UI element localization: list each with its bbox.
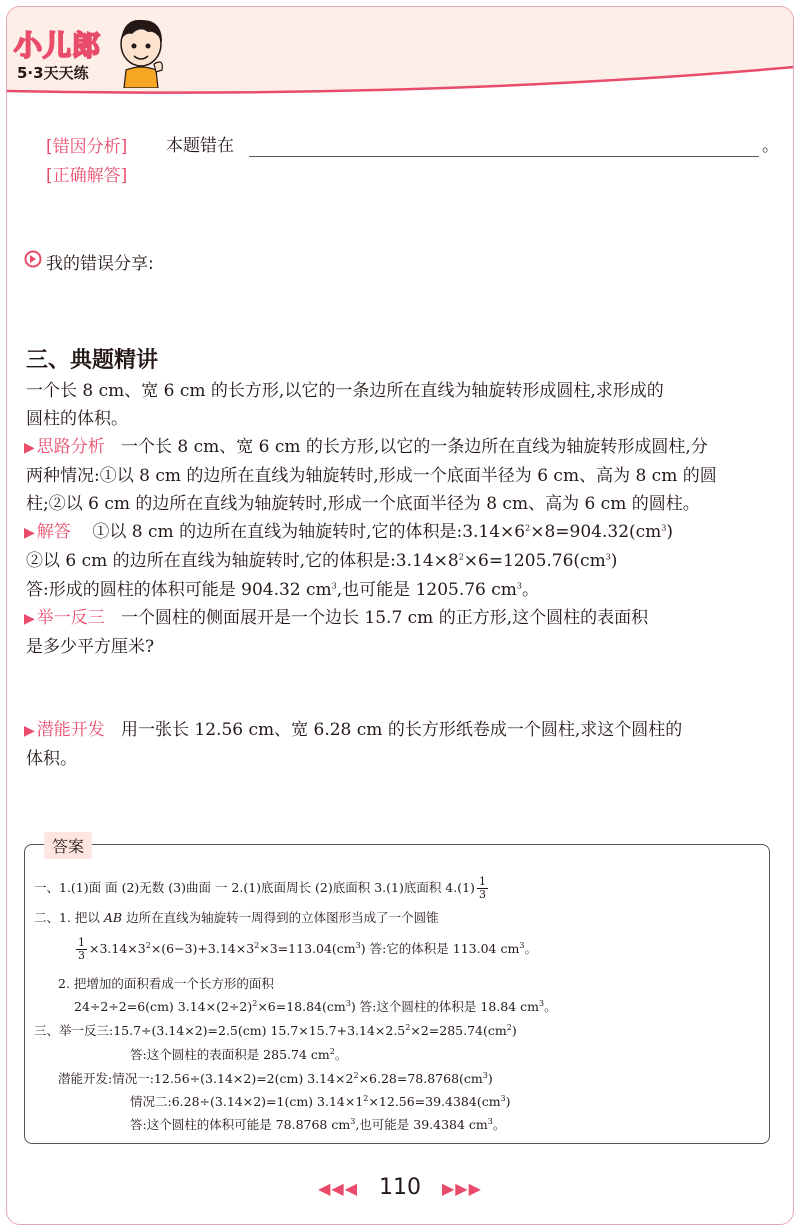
fraction-denominator: 3: [478, 888, 486, 901]
exponent: 3: [516, 581, 523, 591]
error-analysis-end: 。: [762, 136, 779, 156]
answer-row-3b: ×(6−3)+3.14×3: [150, 941, 255, 956]
answer-row-6a: 三、举一反三:15.7÷(3.14×2)=2.5(cm) 15.7×15.7+3.14×2.5: [34, 1023, 406, 1038]
practice-label: 举一反三: [36, 608, 105, 628]
answer-row-10a: 答:这个圆柱的体积可能是 78.8768 cm: [130, 1117, 351, 1132]
answer-row-10c: 。: [492, 1117, 506, 1132]
answer-line-3: [26, 575, 539, 605]
answer-row-10: [130, 1117, 505, 1133]
exponent: 2: [145, 940, 151, 950]
thinking-line-2: 两种情况:①以 8 cm 的边所在直线为轴旋转时,形成一个底面半径为 6 cm、高为 8 cm 的圆: [26, 466, 717, 486]
answer-text-1a: ①以 8 cm 的边所在直线为轴旋转时,它的体积是:3.14×6: [92, 522, 526, 542]
triangle-icon: ▶: [24, 723, 35, 739]
answer-row-8a: 潜能开发:情况一:12.56÷(3.14×2)=2(cm) 3.14×2: [58, 1071, 354, 1086]
triangle-icon: ▶: [24, 440, 35, 456]
practice-line-1: [24, 603, 648, 634]
exponent: 3: [331, 581, 337, 591]
answer-row-2a: 二、1. 把以: [34, 910, 104, 925]
exponent: 3: [661, 523, 667, 533]
exponent: 2: [458, 552, 464, 562]
answer-row-5c: ) 答:这个圆柱的体积是 18.84 cm: [350, 999, 539, 1014]
exponent: 3: [487, 1116, 493, 1126]
answer-row-6c: ): [511, 1023, 517, 1038]
answer-text-2a: ②以 6 cm 的边所在直线为轴旋转时,它的体积是:3.14×8: [26, 551, 459, 571]
problem-line-2: 圆柱的体积。: [26, 409, 128, 429]
answer-row-6: [34, 1023, 517, 1039]
brand-subtitle: 5·3天天练: [17, 64, 89, 82]
fraction: [76, 937, 87, 962]
exponent: 2: [405, 1022, 411, 1032]
section-title: 三、典题精讲: [26, 348, 159, 373]
exponent: 3: [519, 940, 525, 950]
potential-line-2: 体积。: [26, 749, 77, 769]
prev-page-arrows-icon[interactable]: ◀◀◀: [318, 1179, 358, 1198]
fraction-numerator: 1: [78, 936, 85, 949]
error-share-label: 我的错误分享:: [46, 254, 154, 274]
answer-row-1: [34, 876, 490, 901]
thinking-line-3: 柱;②以 6 cm 的边所在直线为轴旋转时,形成一个底面半径为 8 cm、高为 6 cm 的圆柱。: [26, 494, 700, 514]
thinking-label: 思路分析: [36, 437, 105, 457]
triangle-icon: ▶: [24, 611, 35, 627]
segment-ab: AB: [103, 910, 123, 925]
answer-tag: 答案: [44, 832, 92, 859]
exponent: 3: [355, 940, 361, 950]
answer-row-3e: 。: [524, 941, 537, 956]
answer-text-3b: ,也可能是 1205.76 cm: [336, 580, 517, 600]
practice-line-2: 是多少平方厘米?: [26, 637, 155, 657]
exponent: 2: [353, 1070, 359, 1080]
exponent: 2: [506, 1022, 512, 1032]
answer-row-3: [74, 937, 537, 962]
exponent: 2: [363, 1093, 369, 1103]
exponent: 2: [525, 523, 531, 533]
page-number: 110: [379, 1175, 421, 1200]
answer-line-2: [26, 546, 617, 576]
answer-row-5a: 24÷2÷2=6(cm) 3.14×(2÷2): [74, 999, 253, 1014]
answer-label: 解答: [36, 522, 71, 542]
answer-row-9b: ×12.56=39.4384(cm: [368, 1094, 501, 1109]
answer-row-4: 2. 把增加的面积看成一个长方形的面积: [58, 976, 274, 991]
exponent: 3: [350, 1116, 356, 1126]
answer-row-3d: ) 答:它的体积是 113.04 cm: [360, 941, 520, 956]
answer-row-5: [74, 999, 557, 1015]
exponent: 3: [605, 552, 611, 562]
thinking-line-1: [24, 432, 708, 463]
potential-line-1: [24, 715, 682, 746]
answer-row-5b: ×6=18.84(cm: [257, 999, 346, 1014]
answer-row-7b: 。: [334, 1047, 348, 1062]
exponent: 3: [482, 1070, 488, 1080]
potential-text-1: 用一张长 12.56 cm、宽 6.28 cm 的长方形纸卷成一个圆柱,求这个圆柱的: [121, 720, 683, 740]
answer-row-8b: ×6.28=78.8768(cm: [358, 1071, 483, 1086]
answer-row-7a: 答:这个圆柱的表面积是 285.74 cm: [130, 1047, 330, 1062]
answer-row-7: [130, 1047, 347, 1063]
fraction-numerator: 1: [478, 875, 486, 888]
answer-line-1: [24, 517, 673, 548]
answer-row-9: [130, 1094, 511, 1110]
answer-blank-line[interactable]: [249, 156, 759, 157]
answer-row-9a: 情况二:6.28÷(3.14×2)=1(cm) 3.14×1: [130, 1094, 364, 1109]
answer-row-3c: ×3=113.04(cm: [259, 941, 356, 956]
answer-row-8c: ): [487, 1071, 493, 1086]
problem-line-1: 一个长 8 cm、宽 6 cm 的长方形,以它的一条边所在直线为轴旋转形成圆柱,求形成的: [26, 381, 664, 401]
fraction-denominator: 3: [78, 949, 85, 962]
thinking-text-1: 一个长 8 cm、宽 6 cm 的长方形,以它的一条边所在直线为轴旋转形成圆柱,分: [121, 437, 708, 457]
answer-row-10b: ,也可能是 39.4384 cm: [355, 1117, 488, 1132]
exponent: 2: [329, 1046, 335, 1056]
answer-text-3c: 。: [522, 580, 540, 600]
practice-text-1: 一个圆柱的侧面展开是一个边长 15.7 cm 的正方形,这个圆柱的表面积: [121, 608, 649, 628]
fraction: [477, 876, 488, 901]
exponent: 3: [538, 998, 545, 1008]
answer-text-2c: ): [610, 551, 618, 571]
page-navigation: [0, 1175, 800, 1200]
exponent: 3: [345, 998, 351, 1008]
exponent: 2: [254, 940, 260, 950]
answer-row-8: [58, 1071, 493, 1087]
answer-row-5d: 。: [544, 999, 557, 1014]
answer-row-2b: 边所在直线为轴旋转一周得到的立体图形当成了一个圆锥: [122, 910, 439, 925]
answer-text-1b: ×8=904.32(cm: [530, 522, 662, 542]
exponent: 3: [500, 1093, 506, 1103]
potential-label: 潜能开发: [36, 720, 105, 740]
answer-text-2b: ×6=1205.76(cm: [463, 551, 606, 571]
exponent: 2: [252, 998, 258, 1008]
answer-row-1-text: 一、1.(1)面 面 (2)无数 (3)曲面 一 2.(1)底面周长 (2)底面积 3.(1)底面积 4.(1): [34, 880, 475, 895]
answer-row-3a: ×3.14×3: [89, 941, 146, 956]
error-analysis-label: [错因分析]: [46, 137, 128, 157]
pencil-icon: [24, 250, 42, 268]
answer-text-3a: 答:形成的圆柱的体积可能是 904.32 cm: [26, 580, 332, 600]
brand-title: 小儿郎: [14, 29, 102, 62]
answer-row-6b: ×2=285.74(cm: [410, 1023, 507, 1038]
triangle-icon: ▶: [24, 525, 35, 541]
mascot-icon: [112, 14, 170, 88]
answer-text-1c: ): [666, 522, 674, 542]
correct-answer-label: [正确解答]: [46, 166, 128, 186]
error-analysis-text: 本题错在: [166, 136, 234, 156]
answer-row-9c: ): [505, 1094, 511, 1109]
answer-row-2: [34, 910, 439, 926]
next-page-arrows-icon[interactable]: ▶▶▶: [442, 1179, 482, 1198]
